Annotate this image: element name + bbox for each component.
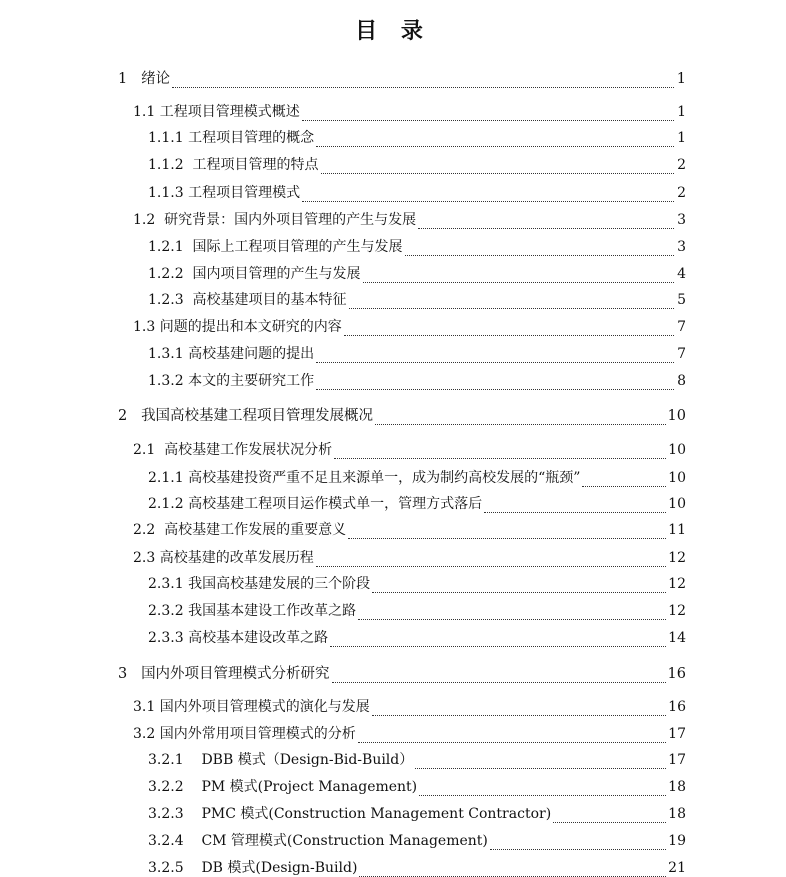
toc-entry-page: 4 [677,266,686,282]
toc-entry-page: 8 [677,373,686,389]
toc-entry[interactable] [148,491,686,513]
toc-entry-number: 2.2 [133,522,165,538]
toc-entry-title: 高校基建工程项目运作模式单一，管理方式落后 [188,496,483,512]
toc-entry-title: CM 管理模式(Construction Management) [201,833,488,849]
dot-leader [415,754,666,769]
toc-entry[interactable] [133,314,686,336]
dot-leader [344,321,674,336]
toc-entry-page: 3 [677,239,686,255]
toc-entry[interactable] [148,598,686,620]
dot-leader [358,728,666,743]
toc-entry-title: 工程项目管理模式概述 [159,104,300,120]
dot-leader [330,632,666,647]
toc-entry-title: 问题的提出和本文研究的内容 [159,319,342,335]
toc-entry-title: DB 模式(Design-Build) [201,860,358,876]
page-title: 目 录 [355,18,431,44]
toc-entry[interactable] [148,828,686,850]
dot-leader [302,106,674,121]
toc-entry-page: 10 [668,496,686,512]
toc-entry-title: PM 模式(Project Management) [201,779,418,795]
toc-entry-title: DBB 模式（Design-Bid-Build） [201,752,414,768]
toc-entry-page: 10 [667,408,686,424]
dot-leader [405,241,674,256]
toc-entry-title: 国内项目管理的产生与发展 [192,266,361,282]
toc-entry-page: 5 [677,292,686,308]
dot-leader [316,132,674,147]
toc-entry-page: 10 [668,470,686,486]
toc-entry-page: 2 [677,157,686,173]
dot-leader [359,862,666,877]
toc-entry[interactable] [118,66,686,88]
dot-leader [316,552,666,567]
toc-entry[interactable] [148,774,686,796]
toc-entry-number: 2.3.1 [148,576,189,592]
toc-entry[interactable] [118,661,686,683]
toc-entry-title: 国内外项目管理模式分析研究 [141,666,330,682]
toc-entry-title: 绪论 [141,71,171,87]
toc-entry-number: 1.3.2 [148,373,189,389]
toc-entry-title: 高校基建工作发展的重要意义 [164,522,347,538]
toc-entry-title: 高校基建投资严重不足且来源单一，成为制约高校发展的“瓶颈” [188,470,581,486]
toc-entry-title: 高校基本建设改革之路 [188,630,329,646]
toc-entry-number: 1.2.1 [148,239,193,255]
toc-entry-page: 18 [668,806,686,822]
toc-entry[interactable] [148,747,686,769]
toc-entry-number: 1.1.1 [148,130,189,146]
toc-entry-title: 高校基建的改革发展历程 [159,550,314,566]
dot-leader [172,73,674,88]
dot-leader [316,375,674,390]
toc-entry-page: 12 [668,550,686,566]
toc-entry-number: 3.2.5 [148,860,202,876]
dot-leader [348,524,666,539]
toc-entry[interactable] [133,545,686,567]
toc-entry-page: 19 [668,833,686,849]
toc-entry[interactable] [148,625,686,647]
toc-entry-number: 3 [118,666,142,682]
toc-entry-title: PMC 模式(Construction Management Contractor) [201,806,552,822]
toc-entry-title: 工程项目管理的特点 [192,157,319,173]
dot-leader [375,410,665,425]
toc-entry-number: 2.3 [133,550,160,566]
toc-entry-page: 16 [667,666,686,682]
toc-entry-number: 1.3.1 [148,346,189,362]
toc-entry[interactable] [148,341,686,363]
toc-entry[interactable] [133,517,686,539]
toc-entry-number: 3.1 [133,699,160,715]
dot-leader [372,701,666,716]
toc-entry-page: 3 [677,212,686,228]
toc-entry-title: 我国基本建设工作改革之路 [188,603,357,619]
toc-entry-title: 工程项目管理模式 [188,185,301,201]
toc-entry-title: 我国高校基建工程项目管理发展概况 [141,408,374,424]
toc-entry-number: 2.1.2 [148,496,189,512]
toc-entry-number: 1.1.2 [148,157,193,173]
toc-entry[interactable] [148,465,686,487]
toc-entry[interactable] [118,403,686,425]
dot-leader [316,348,674,363]
toc-entry-page: 1 [676,71,686,87]
toc-entry-title: 国内外项目管理模式的演化与发展 [159,699,370,715]
dot-leader [418,214,674,229]
toc-entry-number: 3.2.4 [148,833,202,849]
toc-entry-title: 研究背景：国内外项目管理的产生与发展 [164,212,417,228]
toc-entry-page: 16 [668,699,686,715]
toc-entry-page: 21 [668,860,686,876]
toc-entry[interactable] [133,437,686,459]
toc-entry-page: 18 [668,779,686,795]
toc-entry-page: 1 [677,104,686,120]
toc-entry-number: 3.2 [133,726,160,742]
toc-entry-page: 10 [668,442,686,458]
toc-entry[interactable] [148,571,686,593]
toc-entry-number: 1.3 [133,319,160,335]
dot-leader [332,668,666,683]
toc-entry-title: 国内外常用项目管理模式的分析 [159,726,356,742]
toc-entry-number: 3.2.3 [148,806,202,822]
toc-entry-page: 17 [668,752,686,768]
toc-entry-number: 1 [118,71,142,87]
toc-entry[interactable] [133,694,686,716]
toc-entry-page: 2 [677,185,686,201]
toc-entry[interactable] [133,721,686,743]
dot-leader [490,835,666,850]
dot-leader [484,498,666,513]
toc-entry-title: 本文的主要研究工作 [188,373,315,389]
toc-entry[interactable] [148,801,686,823]
toc-entry-number: 1.1 [133,104,160,120]
dot-leader [334,444,666,459]
toc-entry-title: 高校基建项目的基本特征 [192,292,347,308]
toc-entry-page: 14 [668,630,686,646]
toc-entry-page: 7 [677,346,686,362]
toc-entry-page: 1 [677,130,686,146]
toc-entry[interactable] [148,180,686,202]
dot-leader [349,294,674,309]
toc-entry-number: 1.2.2 [148,266,193,282]
toc-entry[interactable] [133,99,686,121]
toc-entry-number: 1.2 [133,212,165,228]
dot-leader [302,187,674,202]
toc-entry-number: 2.1 [133,442,165,458]
dot-leader [321,159,674,174]
dot-leader [582,472,666,487]
toc-entry-title: 高校基建问题的提出 [188,346,315,362]
dot-leader [363,268,674,283]
toc-entry-title: 高校基建工作发展状况分析 [164,442,333,458]
toc-entry-number: 3.2.2 [148,779,202,795]
toc-entry-number: 2.3.2 [148,603,189,619]
toc-entry[interactable] [148,287,686,309]
toc-entry-number: 1.2.3 [148,292,193,308]
toc-entry-number: 2.1.1 [148,470,189,486]
toc-entry-page: 12 [668,576,686,592]
dot-leader [372,578,666,593]
dot-leader [419,781,666,796]
dot-leader [358,605,666,620]
toc-entry[interactable] [148,368,686,390]
toc-entry[interactable] [133,207,686,229]
toc-entry-page: 17 [668,726,686,742]
toc-entry-number: 1.1.3 [148,185,189,201]
toc-entry-title: 国际上工程项目管理的产生与发展 [192,239,403,255]
toc-entry[interactable] [148,855,686,877]
toc-entry[interactable] [148,125,686,147]
toc-entry-page: 11 [668,522,686,538]
toc-entry-number: 2.3.3 [148,630,189,646]
toc-entry-title: 我国高校基建发展的三个阶段 [188,576,371,592]
toc-entry-number: 2 [118,408,142,424]
toc-entry[interactable] [148,261,686,283]
toc-entry[interactable] [148,152,686,174]
toc-entry-number: 3.2.1 [148,752,202,768]
toc-entry-page: 7 [677,319,686,335]
toc-entry-title: 工程项目管理的概念 [188,130,315,146]
toc-entry[interactable] [148,234,686,256]
toc-entry-page: 12 [668,603,686,619]
dot-leader [553,808,666,823]
